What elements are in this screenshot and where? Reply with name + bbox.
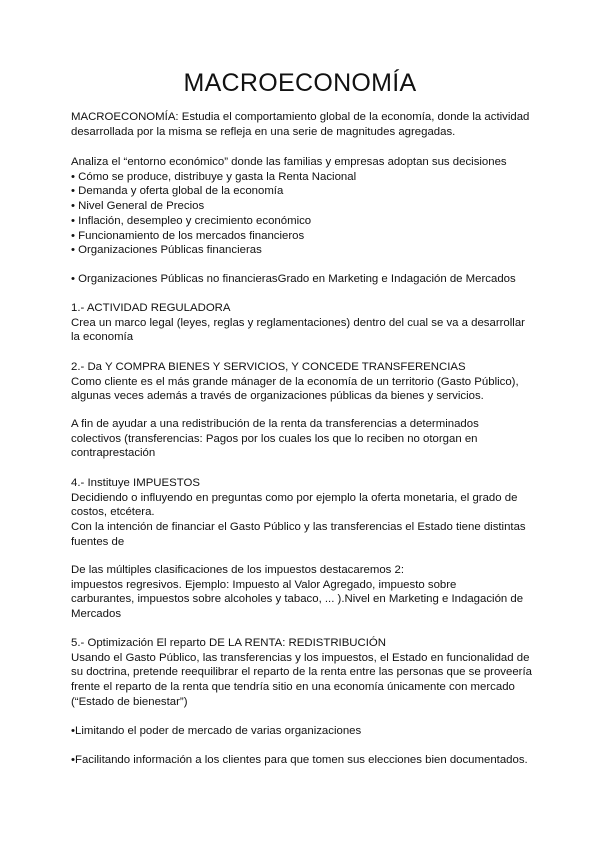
bullet-item: • Organizaciones Públicas no financierasGrado en Marketing e Indagación de Mercados: [71, 273, 516, 285]
section-line: la economía: [71, 331, 134, 344]
section-line: De las múltiples clasificaciones de los impuestos destacaremos 2:: [71, 564, 405, 576]
bullet-item: • Cómo se produce, distribuye y gasta la Renta Nacional: [71, 170, 357, 183]
section-line: Con la intención de financiar el Gasto Público y las transferencias el Estado tiene distintas: [71, 521, 526, 534]
page-title: MACROECONOMÍA: [183, 69, 417, 97]
section-line: fuentes de: [71, 535, 125, 548]
section-line: Como cliente es el más grande mánager de la economía de un territorio (Gasto Público),: [71, 375, 519, 388]
intro-line: MACROECONOMÍA: Estudia el comportamiento global de la economía, donde la actividad: [71, 111, 530, 123]
section-5-bullet-2: [71, 753, 531, 768]
section-heading: 1.- ACTIVIDAD REGULADORA: [71, 302, 231, 314]
bullet-item: •Limitando el poder de mercado de varias organizaciones: [71, 725, 362, 737]
bullet-non-financial: [71, 272, 531, 287]
section-line: frente el reparto de la renta que tendría sitio en una economía únicamente con mercado: [71, 681, 515, 694]
section-heading: 2.- Da Y COMPRA BIENES Y SERVICIOS, Y CONCEDE TRANSFERENCIAS: [71, 361, 466, 373]
intro-line: desarrollada por la misma se refleja en una serie de magnitudes agregadas.: [71, 125, 456, 138]
section-line: contraprestación: [71, 447, 156, 460]
bullet-item: • Organizaciones Públicas financieras: [71, 244, 262, 257]
bullet-item: • Demanda y oferta global de la economía: [71, 185, 284, 198]
section-line: costos, etcétera.: [71, 506, 155, 519]
analysis-lead: Analiza el “entorno económico” donde las familias y empresas adoptan sus decisiones: [71, 156, 507, 168]
section-1: [71, 301, 531, 345]
section-5: [71, 636, 531, 710]
bullet-item: • Funcionamiento de los mercados financieros: [71, 229, 305, 242]
section-heading: 5.- Optimización El reparto DE LA RENTA: REDISTRIBUCIÓN: [71, 637, 387, 649]
section-line: carburantes, impuestos sobre alcoholes y tabaco, ... ).Nivel en Marketing e Indagación de: [71, 593, 524, 606]
section-4-paragraph-2: [71, 563, 531, 622]
section-2-paragraph-2: [71, 417, 531, 461]
section-line: colectivos (transferencias: Pagos por los cuales los que lo reciben no otorgan en: [71, 432, 478, 445]
analysis-section: [71, 155, 531, 258]
section-line: Usando el Gasto Público, las transferencias y los impuestos, el Estado en funcionalidad de: [71, 651, 530, 664]
section-line: Crea un marco legal (leyes, reglas y reglamentaciones) dentro del cual se va a desarrollar: [71, 316, 525, 329]
section-4: [71, 476, 531, 550]
bullet-item: • Nivel General de Precios: [71, 200, 205, 213]
intro-paragraph: [71, 110, 531, 139]
bullet-item: •Facilitando información a los clientes para que tomen sus elecciones bien documentados.: [71, 754, 528, 766]
section-line: su doctrina, pretende reequilibrar el reparto de la renta entre las personas que se proveería: [71, 666, 532, 679]
section-line: algunas veces además a través de organizaciones públicas da bienes y servicios.: [71, 390, 484, 403]
section-heading: 4.- Instituye IMPUESTOS: [71, 477, 200, 489]
section-line: impuestos regresivos. Ejemplo: Impuesto al Valor Agregado, impuesto sobre: [71, 578, 457, 591]
section-line: A fin de ayudar a una redistribución de la renta da transferencias a determinados: [71, 418, 479, 430]
bullet-item: • Inflación, desempleo y crecimiento económico: [71, 214, 312, 227]
section-line: Decidiendo o influyendo en preguntas como por ejemplo la oferta monetaria, el grado de: [71, 491, 518, 504]
section-line: (“Estado de bienestar”): [71, 695, 188, 708]
section-5-bullet-1: [71, 724, 531, 739]
section-line: Mercados: [71, 608, 122, 621]
section-2: [71, 360, 531, 404]
